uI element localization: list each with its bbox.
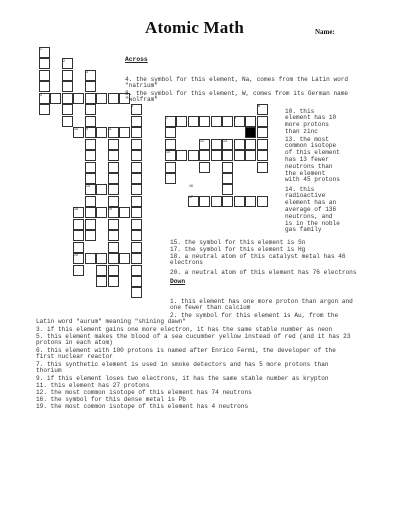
- crossword-cell[interactable]: [62, 81, 73, 92]
- clue-number: 18: [74, 207, 78, 211]
- crossword-cell[interactable]: [222, 150, 233, 161]
- black-square: [245, 127, 256, 138]
- crossword-cell[interactable]: [234, 150, 245, 161]
- across-clue: 4. the symbol for this element, Na, comes from the Latin word "natrium": [125, 75, 349, 90]
- crossword-cell[interactable]: [119, 127, 130, 138]
- crossword-cell[interactable]: [85, 150, 96, 161]
- crossword-cell[interactable]: [222, 184, 233, 195]
- crossword-cell[interactable]: [119, 207, 130, 218]
- across-clue: 17. the symbol for this element is Hg: [170, 245, 306, 253]
- crossword-cell[interactable]: [85, 104, 96, 115]
- crossword-cell[interactable]: [188, 150, 199, 161]
- crossword-cell[interactable]: [85, 196, 96, 207]
- down-clue: 7. this synthetic element is used in smoke detectors and has 5 more protons than thorium: [36, 360, 329, 375]
- down-clue: 1. this element has one more proton than argon and one fewer than calcium: [170, 297, 353, 312]
- crossword-cell[interactable]: [222, 162, 233, 173]
- crossword-cell[interactable]: [131, 127, 142, 138]
- across-clue: 20. a neutral atom of this element has 76 electrons: [170, 268, 357, 276]
- down-clue: 6. this element with 100 protons is named after Enrico Fermi, the developer of the first nuclear reactor: [36, 346, 336, 361]
- crossword-cell[interactable]: [165, 127, 176, 138]
- crossword-cell[interactable]: [85, 230, 96, 241]
- crossword-cell[interactable]: [62, 93, 73, 104]
- crossword-cell[interactable]: [176, 150, 187, 161]
- down-clue: 2. the symbol for this element is Au, from the Latin word "aurum" meaning "shining dawn": [36, 311, 339, 326]
- crossword-cell[interactable]: [245, 196, 256, 207]
- down-clue: 5. this element makes the blood of a sea cucumber yellow instead of red (and it has 23 protons in each atom): [36, 332, 351, 347]
- name-label: Name:: [315, 28, 335, 36]
- clue-number: 10: [74, 127, 78, 131]
- clue-number: 17: [189, 195, 193, 199]
- clue-number: 15: [86, 184, 90, 188]
- crossword-cell[interactable]: [108, 276, 119, 287]
- crossword-cell[interactable]: [131, 276, 142, 287]
- down-clue: 16. the symbol for this dense metal is Pb: [36, 395, 186, 403]
- crossword-cell[interactable]: [257, 162, 268, 173]
- crossword-cell[interactable]: [108, 173, 119, 184]
- crossword-cell[interactable]: [211, 139, 222, 150]
- across-clue: 18. a neutral atom of this catalyst metal has 46 electrons: [170, 252, 346, 267]
- crossword-cell[interactable]: [199, 162, 210, 173]
- across-clue: 15. the symbol for this element is Sn: [170, 238, 306, 246]
- crossword-cell[interactable]: [108, 196, 119, 207]
- crossword-cell[interactable]: [131, 230, 142, 241]
- crossword-cell[interactable]: [73, 242, 84, 253]
- crossword-cell[interactable]: [85, 116, 96, 127]
- crossword-cell[interactable]: [73, 219, 84, 230]
- crossword-cell[interactable]: [108, 230, 119, 241]
- crossword-cell[interactable]: [73, 265, 84, 276]
- clue-number: 20: [74, 253, 78, 257]
- crossword-cell[interactable]: [211, 196, 222, 207]
- crossword-cell[interactable]: [96, 265, 107, 276]
- crossword-cell[interactable]: [165, 162, 176, 173]
- crossword-cell[interactable]: [165, 139, 176, 150]
- crossword-cell[interactable]: [108, 219, 119, 230]
- crossword-cell[interactable]: [108, 184, 119, 195]
- across-clue: 14. this radioactive element has an average of 136 neutrons, and is in the noble gas family: [285, 185, 340, 234]
- crossword-cell[interactable]: [108, 93, 119, 104]
- across-header: Across: [125, 56, 148, 63]
- crossword-cell[interactable]: [108, 162, 119, 173]
- crossword-cell[interactable]: [199, 196, 210, 207]
- crossword-cell[interactable]: [131, 173, 142, 184]
- crossword-cell[interactable]: [131, 150, 142, 161]
- crossword-cell[interactable]: [96, 93, 107, 104]
- crossword-cell[interactable]: [62, 116, 73, 127]
- clue-number: 13: [223, 139, 227, 143]
- clue-number: 9: [86, 127, 88, 131]
- down-clue: 3. if this element gains one more electron, it has the same stable number as neon: [36, 325, 333, 333]
- crossword-cell[interactable]: [234, 139, 245, 150]
- down-clue: 11. this element has 27 protons: [36, 381, 150, 389]
- crossword-cell[interactable]: [96, 127, 107, 138]
- crossword-cell[interactable]: [85, 139, 96, 150]
- crossword-cell[interactable]: [131, 287, 142, 298]
- crossword-cell[interactable]: [211, 150, 222, 161]
- crossword-cell[interactable]: [85, 253, 96, 264]
- crossword-cell[interactable]: [96, 184, 107, 195]
- clue-number: 19: [108, 207, 112, 211]
- crossword-cell[interactable]: [108, 242, 119, 253]
- crossword-cell[interactable]: [73, 93, 84, 104]
- across-clue: 13. the most common isotope of this element has 13 fewer neutrons than the element with 45 protons: [285, 135, 340, 184]
- crossword-cell[interactable]: [131, 242, 142, 253]
- crossword-cell[interactable]: [245, 139, 256, 150]
- down-clue: 19. the most common isotope of this element has 4 neutrons: [36, 402, 249, 410]
- clue-number: 6: [258, 104, 260, 108]
- clue-number: 1: [40, 47, 42, 51]
- crossword-cell[interactable]: [131, 139, 142, 150]
- crossword-cell[interactable]: [131, 184, 142, 195]
- crossword-cell[interactable]: [108, 139, 119, 150]
- clue-number: 8: [234, 116, 236, 120]
- clue-number: 2: [63, 59, 65, 63]
- crossword-cell[interactable]: [222, 196, 233, 207]
- clue-number: 4: [40, 93, 42, 97]
- crossword-cell[interactable]: [39, 70, 50, 81]
- crossword-cell[interactable]: [62, 104, 73, 115]
- crossword-cell[interactable]: [62, 70, 73, 81]
- crossword-cell[interactable]: [222, 173, 233, 184]
- crossword-cell[interactable]: [85, 81, 96, 92]
- crossword-cell[interactable]: [131, 219, 142, 230]
- clue-number: 14: [166, 150, 170, 154]
- across-clue: 10. this element has 10 more protons than zinc: [285, 107, 337, 135]
- crossword-cell[interactable]: [245, 150, 256, 161]
- crossword-cell[interactable]: [131, 207, 142, 218]
- down-header: Down: [170, 278, 186, 285]
- crossword-cell[interactable]: [50, 93, 61, 104]
- crossword-cell[interactable]: [131, 253, 142, 264]
- clue-number: 5: [131, 104, 133, 108]
- crossword-cell[interactable]: [85, 207, 96, 218]
- crossword-cell[interactable]: [234, 196, 245, 207]
- crossword-cell[interactable]: [39, 81, 50, 92]
- crossword-cell[interactable]: [96, 207, 107, 218]
- crossword-cell[interactable]: [39, 104, 50, 115]
- crossword-cell[interactable]: [257, 139, 268, 150]
- crossword-cell[interactable]: [119, 253, 130, 264]
- crossword-cell[interactable]: [257, 150, 268, 161]
- clue-number: 7: [166, 116, 168, 120]
- crossword-cell[interactable]: [199, 150, 210, 161]
- crossword-cell[interactable]: [73, 230, 84, 241]
- crossword-cell[interactable]: [165, 173, 176, 184]
- page-title: Atomic Math: [145, 18, 244, 37]
- down-clue: 9. if this element loses two electrons, it has the same stable number as krypton: [36, 374, 329, 382]
- crossword-cell[interactable]: [257, 127, 268, 138]
- down-clue: 12. the most common isotope of this element has 74 neutrons: [36, 388, 252, 396]
- clue-number: 16: [189, 184, 193, 188]
- crossword-cell[interactable]: [108, 150, 119, 161]
- crossword-cell[interactable]: [108, 253, 119, 264]
- crossword-cell[interactable]: [85, 173, 96, 184]
- clue-number: 3: [86, 70, 88, 74]
- across-clue: 8. the symbol for this element, W, comes from its German name "wolfram": [125, 89, 349, 104]
- crossword-cell[interactable]: [131, 196, 142, 207]
- clue-number: 12: [200, 139, 204, 143]
- crossword-cell[interactable]: [85, 162, 96, 173]
- crossword-cell[interactable]: [85, 93, 96, 104]
- crossword-cell[interactable]: [96, 276, 107, 287]
- crossword-cell[interactable]: [96, 253, 107, 264]
- crossword-cell[interactable]: [131, 162, 142, 173]
- crossword-cell[interactable]: [85, 219, 96, 230]
- clue-number: 11: [108, 127, 112, 131]
- crossword-cell[interactable]: [108, 265, 119, 276]
- crossword-cell[interactable]: [131, 265, 142, 276]
- crossword-cell[interactable]: [257, 196, 268, 207]
- crossword-cell[interactable]: [39, 58, 50, 69]
